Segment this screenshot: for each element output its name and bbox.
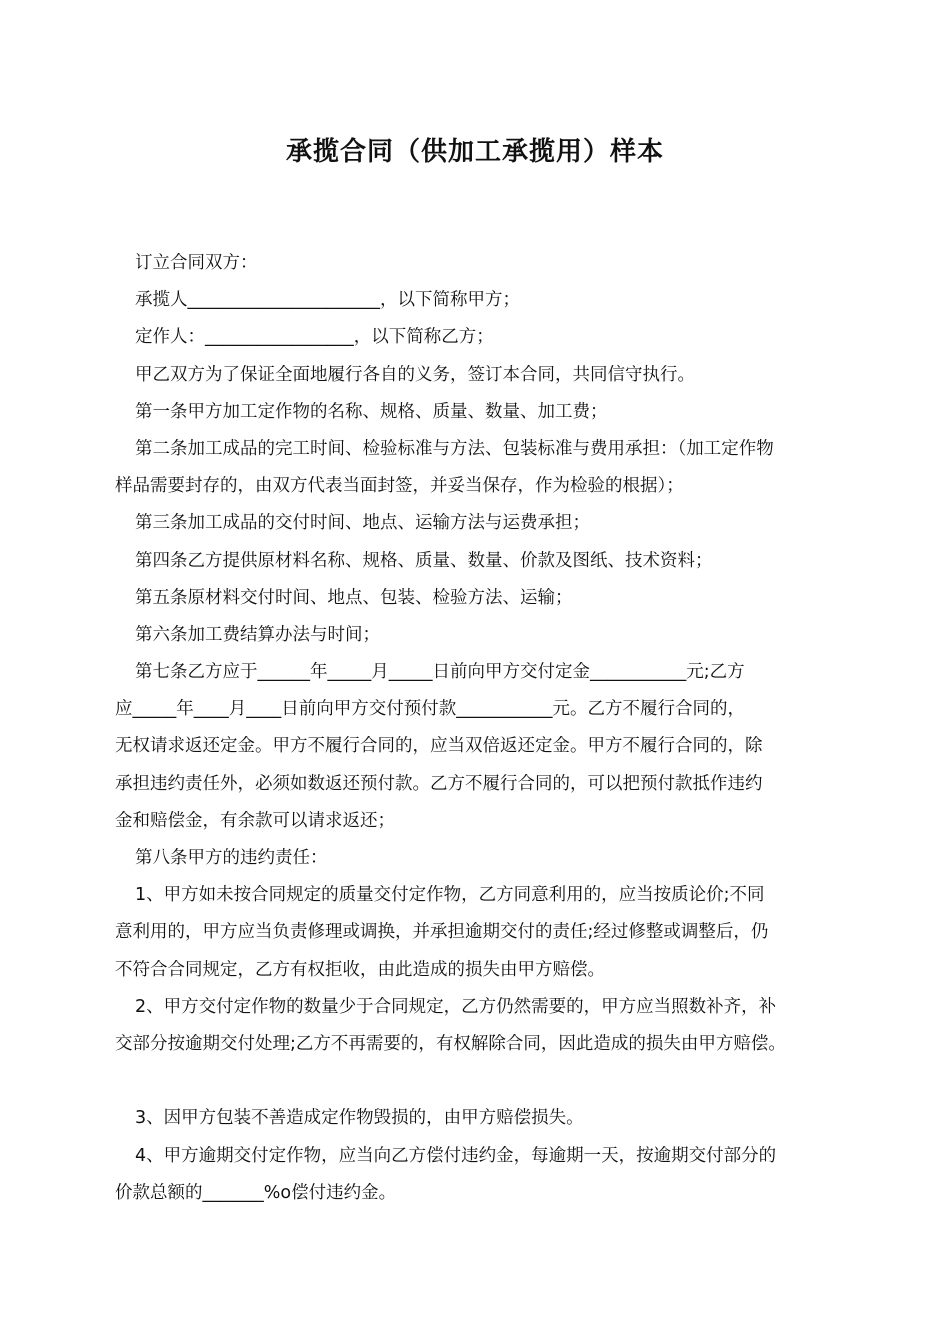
paragraph-line: 第四条乙方提供原材料名称、规格、质量、数量、价款及图纸、技术资料； <box>135 550 713 571</box>
paragraph-line: 第六条加工费结算办法与时间； <box>135 624 380 645</box>
paragraph-line: 无权请求返还定金。甲方不履行合同的，应当双倍返还定金。甲方不履行合同的，除 <box>115 736 763 757</box>
document-body <box>115 245 860 1212</box>
paragraph-line: 价款总额的_______%o偿付违约金。 <box>115 1182 397 1203</box>
paragraph-line: 第一条甲方加工定作物的名称、规格、质量、数量、加工费； <box>135 401 608 422</box>
paragraph-line: 第三条加工成品的交付时间、地点、运输方法与运费承担； <box>135 513 590 534</box>
paragraph-gap <box>115 1063 860 1100</box>
paragraph-line: 4、甲方逾期交付定作物，应当向乙方偿付违约金，每逾期一天，按逾期交付部分的 <box>135 1145 777 1166</box>
paragraph-line: 不符合合同规定，乙方有权拒收，由此造成的损失由甲方赔偿。 <box>115 959 605 980</box>
paragraph-line: 第七条乙方应于______年_____月_____日前向甲方交付定金___________元;乙方 <box>135 662 745 683</box>
paragraph-line: 订立合同双方： <box>135 253 258 273</box>
paragraph-line: 第八条甲方的违约责任： <box>135 848 328 868</box>
paragraph-line: 第五条原材料交付时间、地点、包装、检验方法、运输； <box>135 587 573 608</box>
paragraph-line: 定作人：_________________，以下简称乙方； <box>135 327 494 348</box>
paragraph-line: 1、甲方如未按合同规定的质量交付定作物，乙方同意利用的，应当按质论价;不同 <box>135 885 765 906</box>
paragraph-line: 承揽人______________________，以下简称甲方； <box>135 290 520 311</box>
paragraph-line: 应_____年____月____日前向甲方交付预付款___________元。乙方不履行合同的， <box>115 699 745 720</box>
paragraph-line: 交部分按逾期交付处理;乙方不再需要的，有权解除合同，因此造成的损失由甲方赔偿。 <box>115 1033 786 1054</box>
paragraph-line: 金和赔偿金，有余款可以请求返还； <box>115 810 395 831</box>
paragraph-line: 意利用的，甲方应当负责修理或调换，并承担逾期交付的责任;经过修整或调整后，仍 <box>115 922 769 943</box>
paragraph-line: 承担违约责任外，必须如数返还预付款。乙方不履行合同的，可以把预付款抵作违约 <box>115 773 763 794</box>
document-title: 承揽合同（供加工承揽用）样本 <box>285 137 664 167</box>
paragraph-line: 2、甲方交付定作物的数量少于合同规定，乙方仍然需要的，甲方应当照数补齐，补 <box>135 996 777 1017</box>
paragraph-line: 3、因甲方包装不善造成定作物毁损的，由甲方赔偿损失。 <box>135 1108 584 1129</box>
paragraph-line: 第二条加工成品的完工时间、检验标准与方法、包装标准与费用承担：（加工定作物 <box>135 438 774 459</box>
paragraph-line: 甲乙双方为了保证全面地履行各自的义务，签订本合同，共同信守执行。 <box>135 364 695 385</box>
paragraph-line: 样品需要封存的，由双方代表当面封签，并妥当保存，作为检验的根据）； <box>115 476 684 497</box>
